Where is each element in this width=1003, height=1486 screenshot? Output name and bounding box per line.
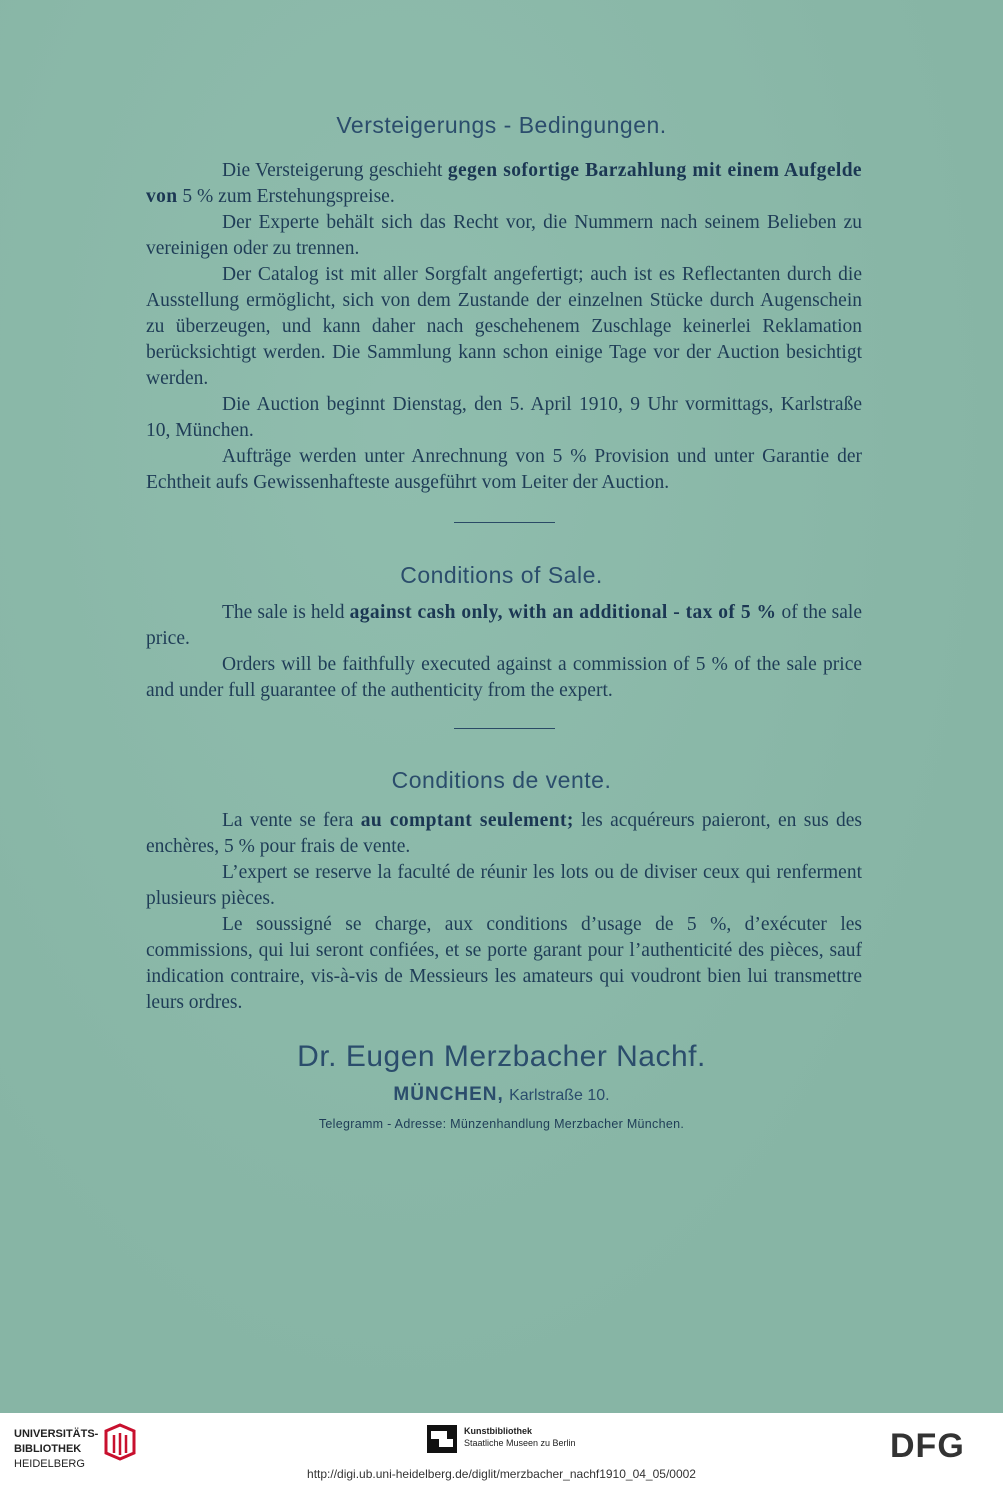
german-p1-bold: gegen sofortige Barzahlung mit einem Aufgelde von [146,160,862,207]
ub-line-3: HEIDELBERG [14,1458,85,1470]
french-p3-text: Le soussigné se charge, aux conditions d’usage de 5 %, d’exécuter les commissions, qui lui seront confiées, et se porte garant pour l’authenticité des pièces, sauf indication contraire, vis-à-vis de Messieurs les amateurs qui voudront bien lui transmettre leurs ordres. [146,914,862,1013]
french-heading: Conditions de vente. [391,767,612,793]
french-p1-end: les acquéreurs paieront, en sus des enchères, 5 % pour frais de vente. [146,810,862,857]
permalink-url[interactable]: http://digi.ub.uni-heidelberg.de/diglit/merzbacher_nachf1910_04_05/0002 [307,1467,696,1481]
ub-heidelberg-label [14,1427,98,1472]
kb-line-2: Staatliche Museen zu Berlin [464,1438,576,1448]
german-paragraph-3 [146,262,862,392]
english-p1-end: of the sale price. [146,602,862,649]
kb-line-1: Kunstbibliothek [464,1426,532,1436]
footer-bar [0,1413,1003,1486]
firm-street: Karlstraße 10. [509,1087,610,1104]
french-p1-start: La vente se fera [222,810,361,831]
german-p2-text: Der Experte behält sich das Recht vor, die Nummern nach seinem Belieben zu vereinigen oder zu trennen. [146,212,862,259]
kunstbibliothek-label [464,1425,576,1449]
german-p4-text: Die Auction beginnt Dienstag, den 5. April 1910, 9 Uhr vormittags, Karlstraße 10, München. [146,394,862,441]
firm-city: MÜNCHEN, [393,1084,504,1105]
german-p1-start: Die Versteigerung geschieht [222,160,448,181]
english-paragraph-2 [146,652,862,704]
english-heading: Conditions of Sale. [400,562,603,588]
french-p2-text: L’expert se reserve la faculté de réunir les lots ou de diviser ceux qui renferment plusieurs pièces. [146,862,862,909]
kunstbibliothek-logo-icon [427,1425,457,1453]
german-paragraph-2 [146,210,862,262]
german-p3-text: Der Catalog ist mit aller Sorgfalt angefertigt; auch ist es Reflectanten durch die Ausstellung ermöglicht, sich von dem Zustande der einzelnen Stücke durch Augenschein zu überzeugen, und kann daher nach geschehenem Zuschlage keinerlei Reklamation berücksichtigt werden. Die Sammlung kann schon einige Tage vor der Auction besichtigt werden. [146,264,862,389]
dfg-logo: DFG [890,1427,965,1465]
french-paragraph-1 [146,808,862,860]
english-paragraph-1 [146,600,862,652]
german-paragraph-1 [146,158,862,210]
divider-rule-2 [454,728,555,729]
english-p2-text: Orders will be faithfully executed against a commission of 5 % of the sale price and under full guarantee of the authenticity from the expert. [146,654,862,701]
german-paragraph-4 [146,392,862,444]
english-p1-bold: against cash only, with an additional - tax of 5 % [349,602,777,623]
german-paragraph-5 [146,444,862,496]
firm-address [0,1084,1003,1106]
firm-telegram: Telegramm - Adresse: Münzenhandlung Merzbacher München. [318,1117,685,1131]
ub-line-2: BIBLIOTHEK [14,1443,82,1455]
french-paragraph-2 [146,860,862,912]
divider-rule-1 [454,522,555,523]
ub-line-1: UNIVERSITÄTS- [14,1428,99,1440]
french-paragraph-3 [146,912,862,1016]
french-p1-bold: au comptant seulement; [360,810,574,831]
german-p1-end: 5 % zum Erstehungspreise. [177,186,395,207]
ub-heidelberg-logo-icon [100,1423,138,1463]
german-p5-text: Aufträge werden unter Anrechnung von 5 % Provision und unter Garantie der Echtheit aufs Gewissenhafteste ausgeführt vom Leiter der Auction. [146,446,862,493]
english-p1-start: The sale is held [222,602,350,623]
firm-name: Dr. Eugen Merzbacher Nachf. [297,1040,706,1073]
german-heading: Versteigerungs - Bedingungen. [336,112,667,138]
